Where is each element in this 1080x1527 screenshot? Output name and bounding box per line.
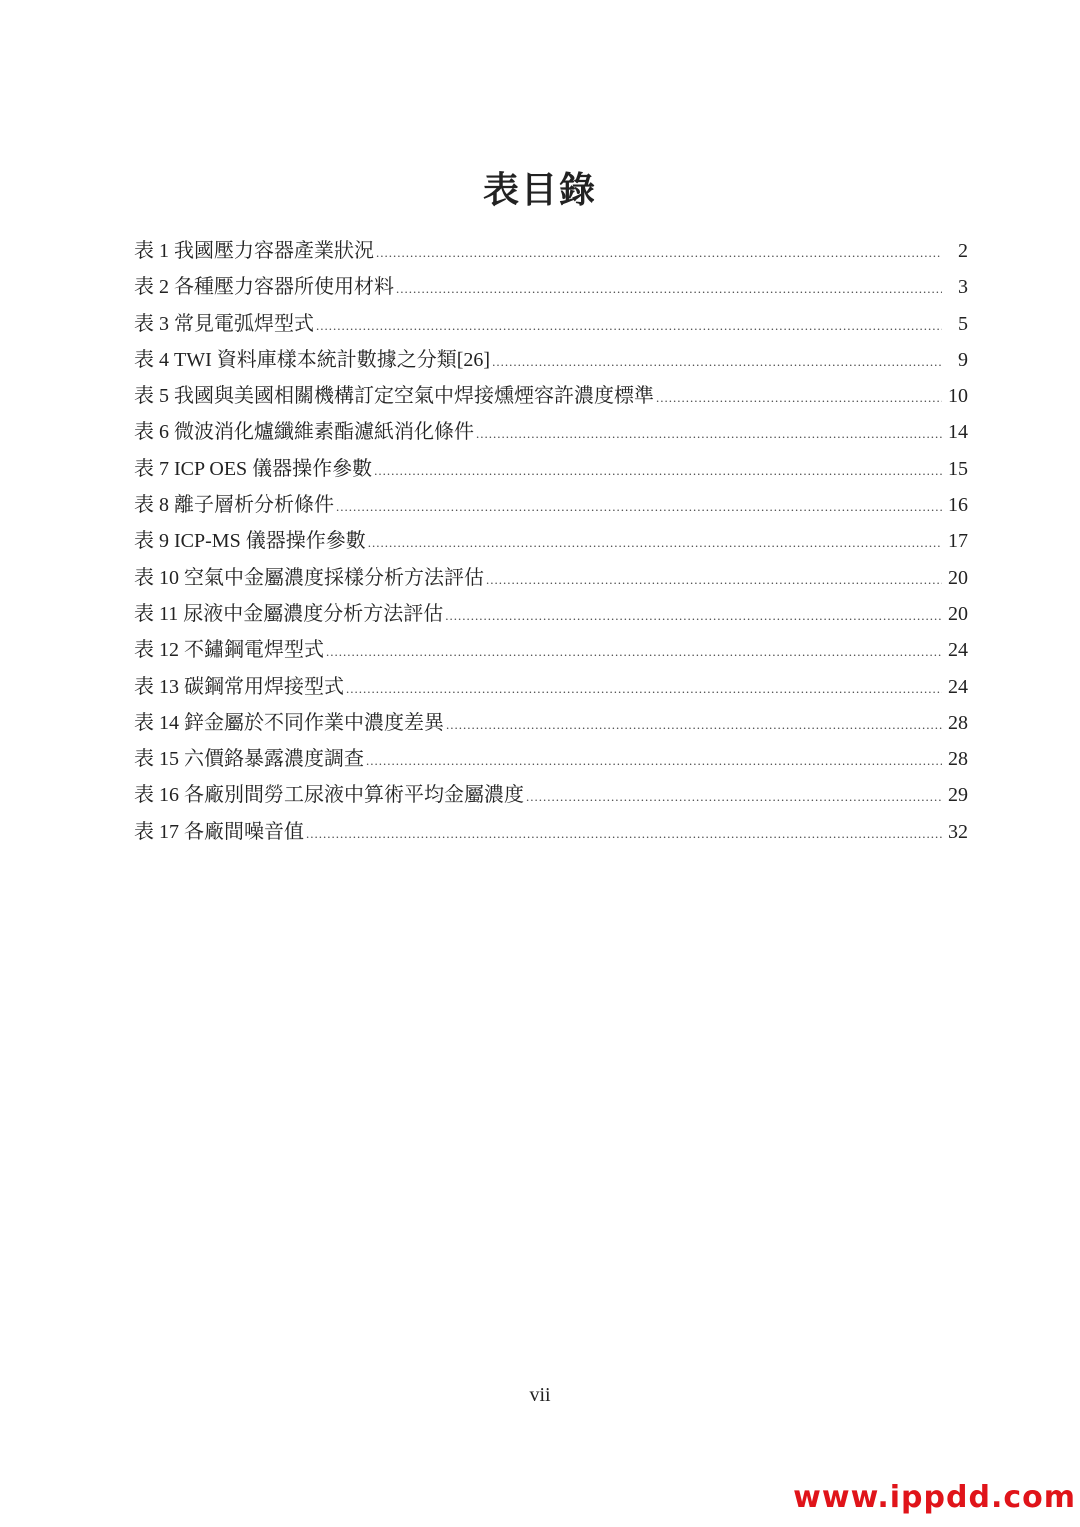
toc-entry-label: 表 5 我國與美國相關機構訂定空氣中焊接燻煙容許濃度標準 (134, 385, 654, 408)
dot-leader (346, 672, 942, 706)
toc-entry-label: 表 9 ICP-MS 儀器操作參數 (134, 530, 366, 553)
toc-entry-label: 表 10 空氣中金屬濃度採樣分析方法評估 (134, 566, 484, 589)
toc-entry-label: 表 13 碳鋼常用焊接型式 (134, 675, 344, 698)
toc-entry-page: 3 (958, 276, 968, 299)
dot-leader (376, 236, 942, 270)
toc-entry-label: 表 16 各廠別間勞工尿液中算術平均金屬濃度 (134, 784, 524, 807)
dot-leader (306, 817, 942, 851)
toc-entry-label: 表 11 尿液中金屬濃度分析方法評估 (134, 602, 444, 625)
dot-leader (326, 635, 942, 669)
toc-entry[interactable] (134, 524, 968, 560)
toc-entry-page: 24 (948, 675, 968, 698)
toc-entry-page: 24 (948, 639, 968, 662)
table-of-contents (134, 234, 968, 851)
toc-entry[interactable] (134, 633, 968, 669)
toc-entry-page: 16 (948, 494, 968, 517)
dot-leader (368, 526, 942, 560)
toc-entry-page: 14 (948, 421, 968, 444)
dot-leader (316, 309, 942, 343)
dot-leader (445, 599, 942, 633)
toc-entry-page: 17 (948, 530, 968, 553)
dot-leader (374, 454, 942, 488)
dot-leader (336, 490, 942, 524)
toc-entry-label: 表 1 我國壓力容器產業狀況 (134, 240, 374, 262)
toc-entry-page: 20 (948, 566, 968, 589)
dot-leader (446, 708, 942, 742)
toc-entry[interactable] (134, 379, 968, 415)
toc-entry-page: 32 (948, 820, 968, 843)
dot-leader (486, 563, 942, 597)
dot-leader (366, 744, 942, 778)
toc-entry-label: 表 4 TWI 資料庫樣本統計數據之分類[26] (134, 348, 491, 371)
toc-entry[interactable] (134, 706, 968, 742)
toc-entry-page: 20 (948, 602, 968, 625)
toc-entry-label: 表 14 鋅金屬於不同作業中濃度差異 (134, 711, 444, 734)
toc-entry-label: 表 2 各種壓力容器所使用材料 (134, 276, 394, 299)
toc-entry-page: 2 (958, 240, 968, 262)
toc-entry[interactable] (134, 234, 968, 270)
toc-entry-label: 表 6 微波消化爐纖維素酯濾紙消化條件 (134, 421, 474, 444)
toc-entry[interactable] (134, 597, 968, 633)
toc-entry[interactable] (134, 343, 968, 379)
toc-entry-label: 表 12 不鏽鋼電焊型式 (134, 639, 324, 662)
toc-entry[interactable] (134, 415, 968, 451)
toc-entry-label: 表 8 離子層析分析條件 (134, 494, 334, 517)
dot-leader (476, 417, 942, 451)
dot-leader (526, 780, 942, 814)
toc-entry-label: 表 3 常見電弧焊型式 (134, 312, 314, 335)
toc-entry-label: 表 17 各廠間噪音值 (134, 820, 304, 843)
toc-entry[interactable] (134, 307, 968, 343)
toc-entry-page: 15 (948, 457, 968, 480)
toc-entry-page: 29 (948, 784, 968, 807)
toc-entry[interactable] (134, 488, 968, 524)
toc-entry[interactable] (134, 815, 968, 851)
toc-entry-page: 5 (958, 312, 968, 335)
dot-leader (396, 272, 942, 306)
toc-entry[interactable] (134, 452, 968, 488)
toc-entry[interactable] (134, 742, 968, 778)
dot-leader (492, 345, 942, 379)
toc-entry-page: 10 (948, 385, 968, 408)
toc-entry-label: 表 7 ICP OES 儀器操作參數 (134, 457, 373, 480)
page-title: 表目錄 (482, 170, 597, 211)
dot-leader (656, 381, 942, 415)
toc-entry-page: 9 (958, 348, 968, 371)
toc-entry[interactable] (134, 670, 968, 706)
toc-entry-page: 28 (948, 711, 968, 734)
toc-entry[interactable] (134, 270, 968, 306)
page-number: vii (529, 1384, 551, 1406)
toc-entry-page: 28 (948, 748, 968, 771)
toc-entry[interactable] (134, 778, 968, 814)
watermark: www.ippdd.com (793, 1480, 1076, 1515)
toc-entry-label: 表 15 六價鉻暴露濃度調查 (134, 748, 364, 771)
toc-entry[interactable] (134, 561, 968, 597)
